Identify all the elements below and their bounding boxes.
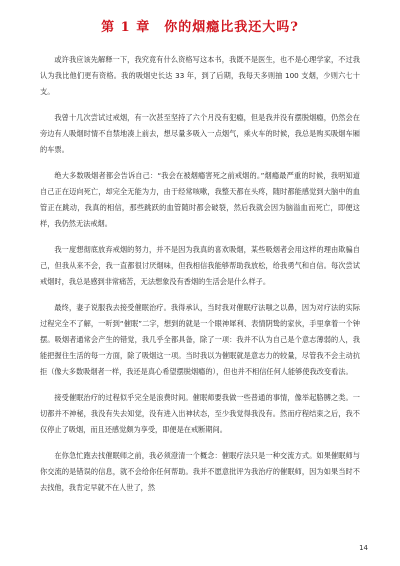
- paragraph-1: 或许我应该先解释一下，我究竟有什么资格写这本书，我既不是医生，也不是心理学家，不过我认为我比他们更有资格。我的吸烟史长达 33 年，到了后期，我每天多则抽 100 支烟，少则六七十支。: [40, 55, 360, 96]
- paragraph-7: 在你急忙跑去找催眠师之前，我必须澄清一个概念：催眠疗法只是一种交流方式。如果催眠师与你交流的是错误的信息，就不会给你任何帮助。我并不愿意批评为我治疗的催眠师，因为如果当时不去找他，我肯定早就不在人世了，然: [40, 451, 360, 492]
- page-number: 14: [359, 544, 368, 552]
- paragraph-2: 我曾十几次尝试过戒烟，有一次甚至坚持了六个月没有犯瘾，但是我并没有摆脱烟瘾，仍然会在旁边有人吸烟时情不自禁地凑上前去，想尽量多吸入一点烟气，乘火车的时候，我总是购买吸烟车厢的车票。: [40, 113, 360, 154]
- paragraph-5: 最终，妻子说服我去接受催眠治疗。我得承认，当时我对催眠疗法嗤之以鼻，因为对疗法的实际过程完全不了解，一听到“催眠”二字，想到的就是一个眼神犀利、表情阴鸷的家伙，手里拿着一个钟摆。吸烟者通常会产生的错觉，我几乎全都具备，除了一项：我并不认为自己是个意志薄弱的人，我能把握住生活的每一方面，除了吸烟这一项。当时我以为催眠就是意志力的较量，尽管我不会主动抗拒（像大多数吸烟者一样，我还是真心希望摆脱烟瘾的），但也并不相信任何人能够使我改变看法。: [40, 303, 360, 376]
- chapter-title: 第 1 章 你的烟瘾比我还大吗?: [101, 20, 299, 35]
- paragraph-3: 绝大多数吸烟者都会告诉自己：“我会在被烟瘾害死之前戒烟的。”烟瘾最严重的时候，我明知道自己正在迈向死亡，却完全无能为力，由于经常咳嗽，我整天都在头疼，随时都能感觉到大脑中的血管正在跳动，我真的相信，那些跳跃的血管随时都会破裂，然后我就会因为脑溢血而死亡，即便这样，我仍然无法戒烟。: [40, 171, 360, 228]
- paragraph-4: 我一度想彻底放弃戒烟的努力，并不是因为我真的喜欢吸烟，某些吸烟者会用这样的理由欺骗自己，但我从来不会，我一直都很讨厌烟味，但我相信我能够帮助我放松，给我勇气和自信。每次尝试戒烟时，我总是感到非常痛苦，无法想象没有香烟的生活会是什么样子。: [40, 245, 360, 286]
- paragraph-6: 接受催眠治疗的过程似乎完全是浪费时间。催眠师要我做一些普通的事情，像举起胳膊之类。一切都并不神秘，我没有失去知觉，没有进入出神状态，至少我觉得我没有。然而疗程结束之后，我不仅停止了吸烟，而且还感觉颇为享受，即便是在戒断期间。: [40, 393, 360, 434]
